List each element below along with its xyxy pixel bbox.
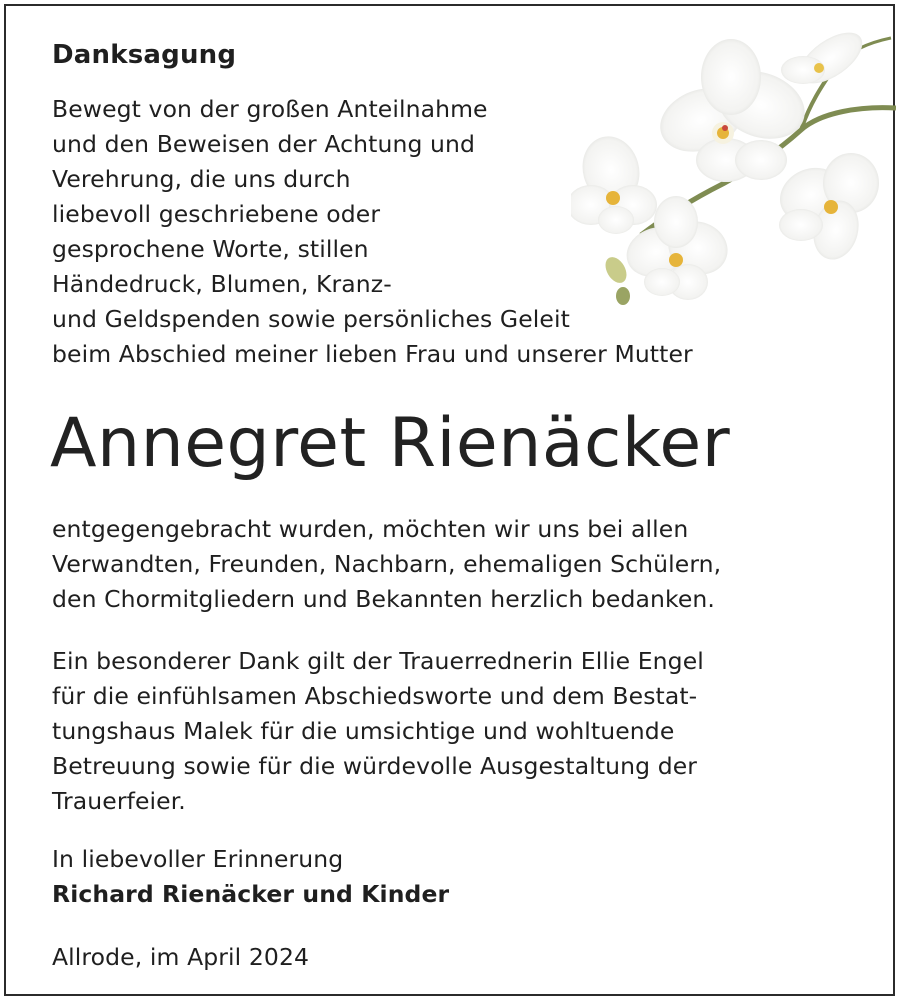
- intro-line: Händedruck, Blumen, Kranz-: [52, 270, 392, 298]
- para1-line: den Chormitgliedern und Bekannten herzlich bedanken.: [52, 585, 715, 613]
- intro-line: und Geldspenden sowie persönliches Geleit: [52, 305, 570, 333]
- intro-line: beim Abschied meiner lieben Frau und unserer Mutter: [52, 340, 693, 368]
- para2-line: tungshaus Malek für die umsichtige und wohltuende: [52, 717, 675, 745]
- obituary-card: [4, 4, 895, 996]
- closing-text: In liebevoller Erinnerung: [52, 845, 344, 873]
- para2-line: Trauerfeier.: [52, 787, 186, 815]
- deceased-name: Annegret Rienäcker: [50, 404, 731, 483]
- orchid-flower-image: [571, 20, 896, 310]
- para1-line: entgegengebracht wurden, möchten wir uns bei allen: [52, 515, 689, 543]
- para2-line: für die einfühlsamen Abschiedsworte und dem Bestat-: [52, 682, 698, 710]
- intro-line: und den Beweisen der Achtung und: [52, 130, 476, 158]
- para2-line: Betreuung sowie für die würdevolle Ausgestaltung der: [52, 752, 698, 780]
- signature: Richard Rienäcker und Kinder: [52, 880, 450, 908]
- intro-line: Bewegt von der großen Anteilnahme: [52, 95, 488, 123]
- para2-line: Ein besonderer Dank gilt der Trauerrednerin Ellie Engel: [52, 647, 704, 675]
- intro-line: Verehrung, die uns durch: [52, 165, 351, 193]
- para1-line: Verwandten, Freunden, Nachbarn, ehemaligen Schülern,: [52, 550, 722, 578]
- heading: Danksagung: [52, 40, 237, 70]
- place-date: Allrode, im April 2024: [52, 943, 310, 971]
- intro-line: liebevoll geschriebene oder: [52, 200, 381, 228]
- intro-line: gesprochene Worte, stillen: [52, 235, 369, 263]
